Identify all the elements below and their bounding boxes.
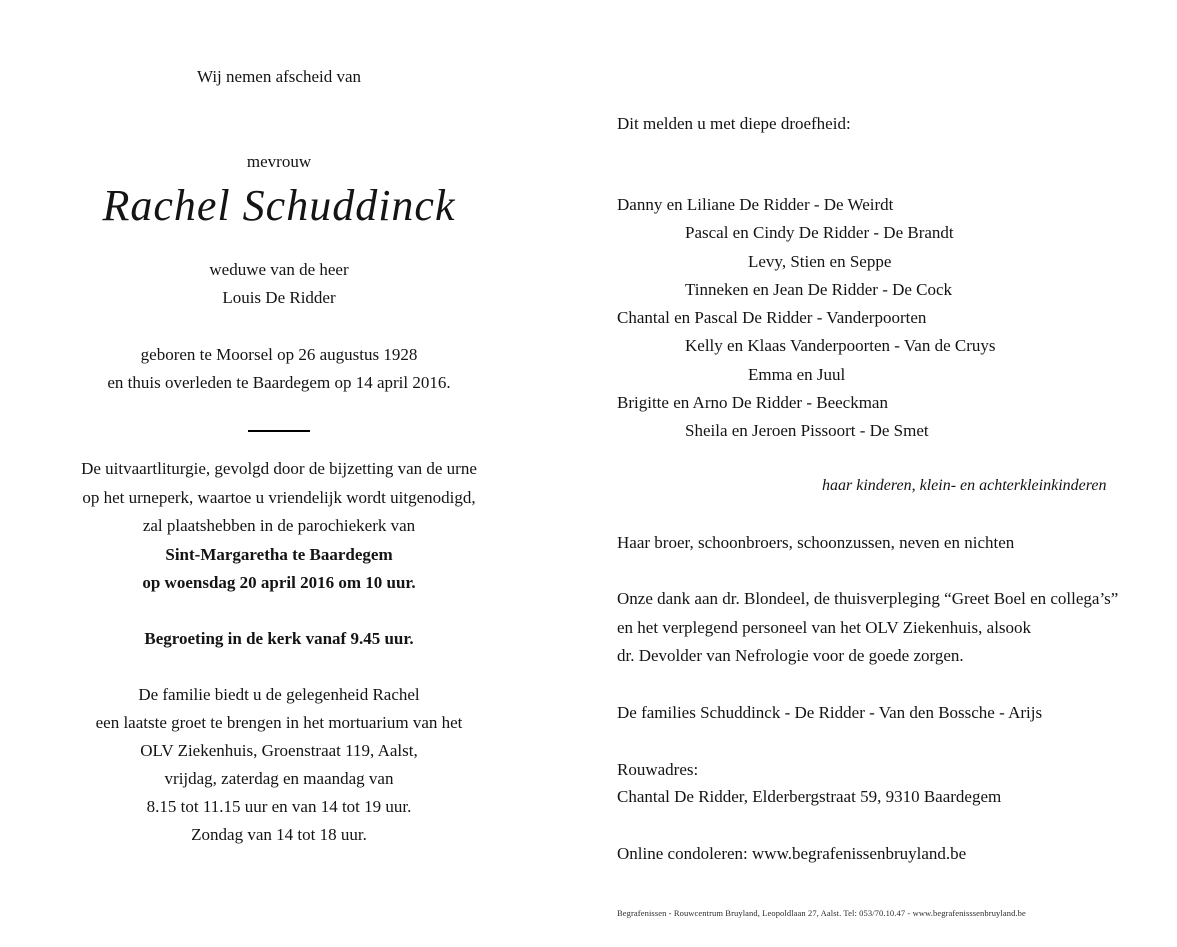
birth-line: geboren te Moorsel op 26 augustus 1928 (140, 345, 418, 364)
thanks-block (617, 585, 1165, 671)
service-datetime: op woensdag 20 april 2016 om 10 uur. (142, 573, 416, 592)
thanks-line-2: en het verplegend personeel van het OLV Ziekenhuis, alsook (617, 617, 1032, 637)
family-caption: haar kinderen, klein- en achterkleinkinderen (822, 477, 1107, 494)
condolence-line: Online condoleren: www.begrafenissenbruyland.be (617, 844, 967, 863)
mortuary-line-4: vrijdag, zaterdag en maandag van (164, 769, 394, 788)
right-page (617, 0, 1165, 947)
left-page (58, 0, 500, 947)
life-dates-block (58, 341, 500, 397)
widow-of-line: weduwe van de heer (209, 260, 349, 279)
mourning-address-block (617, 756, 1165, 810)
family-member-line: Danny en Liliane De Ridder - De Weirdt (617, 195, 894, 214)
family-member-line: Kelly en Klaas Vanderpoorten - Van de Cruys (685, 336, 996, 356)
service-line-1: De uitvaartliturgie, gevolgd door de bijzetting van de urne (81, 459, 477, 478)
relatives-line: Haar broer, schoonbroers, schoonzussen, neven en nichten (617, 533, 1015, 552)
service-block (58, 455, 500, 598)
service-line-2: op het urneperk, waartoe u vriendelijk wordt uitgenodigd, (82, 487, 476, 507)
announcement-line: Dit melden u met diepe droefheid: (617, 114, 851, 133)
families-line: De families Schuddinck - De Ridder - Van den Bossche - Arijs (617, 703, 1043, 722)
mortuary-line-1: De familie biedt u de gelegenheid Rachel (138, 685, 420, 704)
mortuary-line-6: Zondag van 14 tot 18 uur. (191, 825, 367, 844)
widow-block (58, 256, 500, 312)
thanks-line-1: Onze dank aan dr. Blondeel, de thuisverpleging “Greet Boel en collega’s” (617, 589, 1119, 608)
family-member-line: Levy, Stien en Seppe (748, 251, 892, 271)
service-line-3: zal plaatshebben in de parochiekerk van (142, 516, 416, 535)
family-member-line: Sheila en Jeroen Pissoort - De Smet (685, 421, 929, 441)
mortuary-line-5: 8.15 tot 11.15 uur en van 14 tot 19 uur. (146, 797, 412, 816)
mourning-address-value: Chantal De Ridder, Elderbergstraat 59, 9310 Baardegem (617, 787, 1002, 806)
family-member-line: Pascal en Cindy De Ridder - De Brandt (685, 223, 954, 243)
family-member-line: Emma en Juul (748, 364, 846, 384)
deceased-name: Rachel Schuddinck (102, 181, 456, 230)
death-line: en thuis overleden te Baardegem op 14 april 2016. (107, 373, 451, 392)
honorific: mevrouw (246, 152, 312, 171)
family-member-line: Tinneken en Jean De Ridder - De Cock (685, 279, 953, 299)
greeting-line: Begroeting in de kerk vanaf 9.45 uur. (144, 629, 414, 648)
family-list (617, 191, 1165, 446)
thanks-line-3: dr. Devolder van Nefrologie voor de goede zorgen. (617, 646, 964, 665)
family-member-line: Brigitte en Arno De Ridder - Beeckman (617, 393, 888, 413)
mortuary-line-3: OLV Ziekenhuis, Groenstraat 119, Aalst, (140, 741, 418, 760)
divider (248, 430, 310, 432)
mortuary-line-2: een laatste groet te brengen in het mortuarium van het (95, 713, 463, 732)
funeral-home-footer: Begrafenissen - Rouwcentrum Bruyland, Leopoldlaan 27, Aalst. Tel: 053/70.10.47 - www.begrafenisssenbruyland.be (617, 908, 1026, 918)
husband-name: Louis De Ridder (222, 288, 336, 307)
mourning-address-label: Rouwadres: (617, 760, 699, 779)
church-name: Sint-Margaretha te Baardegem (165, 544, 393, 564)
mortuary-block (58, 681, 500, 849)
farewell-intro: Wij nemen afscheid van (196, 67, 362, 86)
family-member-line: Chantal en Pascal De Ridder - Vanderpoorten (617, 308, 927, 328)
